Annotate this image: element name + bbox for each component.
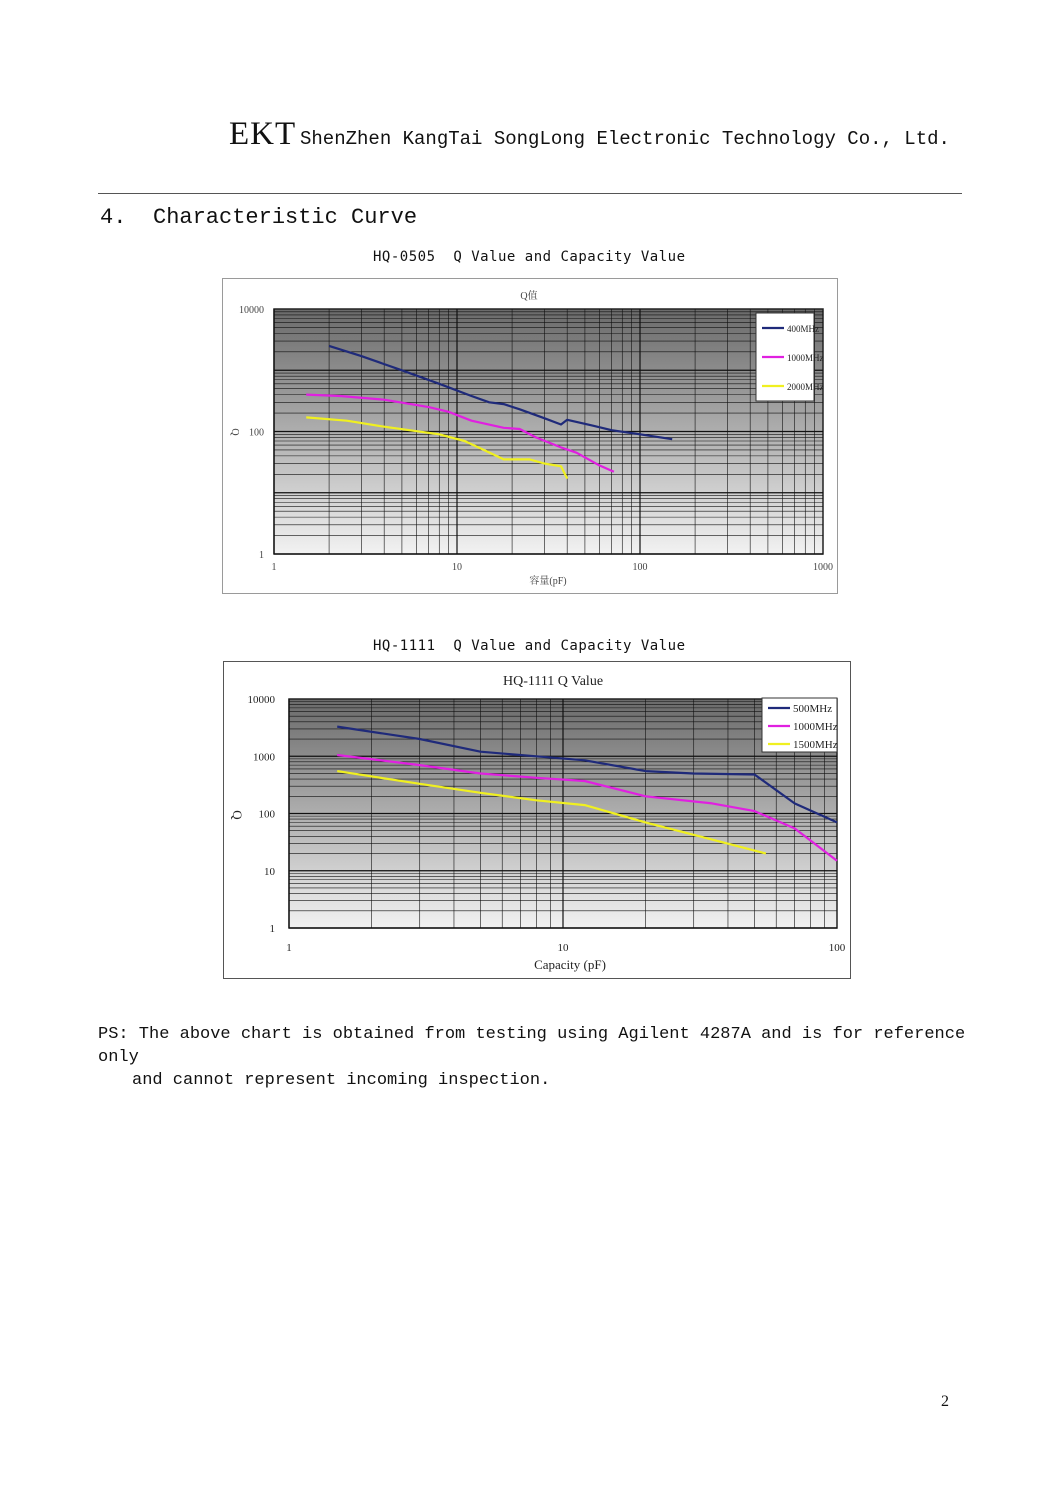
- x-tick-label: 10: [557, 942, 569, 954]
- legend-label-2000mhz: 2000MHz: [787, 382, 824, 392]
- page-number: 2: [941, 1393, 949, 1410]
- x-tick-label: 100: [828, 942, 846, 954]
- chart-1-hq-0505: [222, 278, 838, 594]
- section-number: 4.: [100, 205, 127, 230]
- x-tick-label: 100: [632, 562, 648, 573]
- y-tick-label: 10000: [247, 694, 275, 706]
- company-name: ShenZhen KangTai SongLong Electronic Technology Co., Ltd.: [300, 128, 950, 150]
- y-axis-label: Q: [230, 810, 245, 820]
- company-logo: EKT: [229, 116, 297, 152]
- chart-title: Q值: [520, 291, 538, 302]
- legend-label-1500mhz: 1500MHz: [793, 739, 838, 751]
- section-title: Characteristic Curve: [153, 205, 418, 230]
- y-tick-label: 100: [258, 808, 275, 821]
- legend: [756, 313, 824, 401]
- chart-2-caption: HQ-1111 Q Value and Capacity Value: [373, 638, 686, 654]
- footnote: [98, 1023, 978, 1092]
- x-tick-label: 1000: [813, 562, 833, 573]
- legend-label-500mhz: 500MHz: [793, 703, 833, 715]
- y-tick-label: 1000: [253, 751, 275, 764]
- legend-label-1000mhz: 1000MHz: [787, 353, 824, 363]
- x-axis-label: 容量(pF): [529, 576, 567, 587]
- legend-label-400mhz: 400MHz: [787, 324, 819, 334]
- grid-lines: [289, 699, 837, 928]
- legend: [762, 698, 838, 752]
- chart-1-caption: HQ-0505 Q Value and Capacity Value: [373, 249, 686, 265]
- x-tick-label: 10: [452, 562, 462, 573]
- y-tick-label: 100: [249, 427, 264, 439]
- y-tick-label: 1: [269, 923, 275, 935]
- y-tick-label: 1: [259, 550, 264, 561]
- x-tick-label: 1: [271, 562, 277, 573]
- x-tick-label: 1: [286, 942, 292, 954]
- chart-2-hq-1111: [223, 661, 851, 979]
- chart-title: HQ-1111 Q Value: [502, 674, 604, 689]
- y-tick-label: 10: [264, 865, 275, 878]
- x-axis-label: Capacity (pF): [534, 957, 606, 972]
- legend-label-1000mhz: 1000MHz: [793, 721, 838, 733]
- footnote-line-2: and cannot represent incoming inspection.: [132, 1071, 551, 1090]
- header-divider: [98, 193, 962, 194]
- footnote-line-1: PS: The above chart is obtained from testing using Agilent 4287A and is for reference only: [98, 1025, 966, 1067]
- y-tick-label: 10000: [239, 305, 264, 316]
- y-axis-label: Q: [229, 428, 240, 436]
